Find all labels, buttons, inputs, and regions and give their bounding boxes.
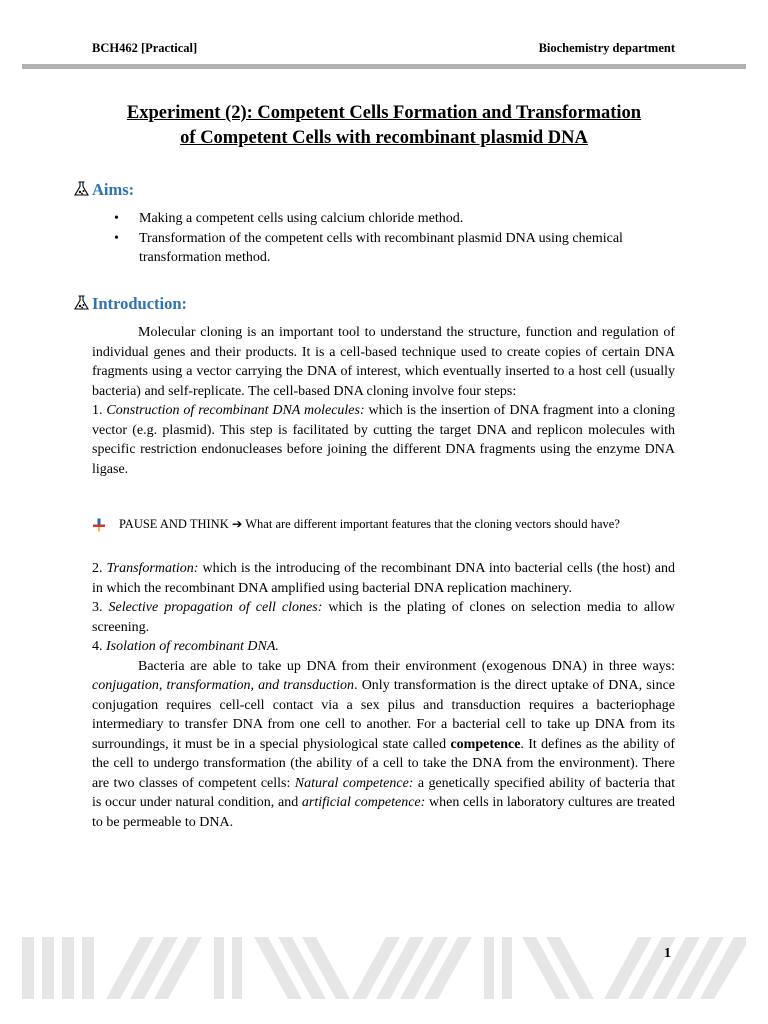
step-term: Construction of recombinant DNA molecules:: [106, 403, 365, 418]
step-number: 3.: [92, 600, 109, 615]
step-number: 1.: [92, 403, 107, 418]
step-4: [92, 637, 675, 657]
pause-label: PAUSE AND THINK: [119, 517, 229, 531]
text-run: conjugation, transformation, and transduction: [92, 678, 355, 693]
aims-heading: [73, 179, 134, 201]
text-run: . It defines as the ability of the cell to undergo transformation (the ability of a cell to take the DNA from the environment). There are two classes of competent cells:: [92, 736, 675, 791]
step-1: [92, 401, 675, 479]
document-title: [60, 101, 708, 151]
list-item: • Transformation of the competent cells with recombinant plasmid DNA using chemical transformation method.: [112, 229, 677, 268]
arrow-icon: ➔: [231, 516, 243, 531]
running-header: [92, 41, 675, 59]
page-number: 1: [664, 946, 671, 961]
flask-icon: [73, 181, 90, 197]
step-3: [92, 598, 675, 637]
list-item: • Making a competent cells using calcium chloride method.: [112, 209, 677, 229]
header-rule: [22, 64, 746, 69]
competence-paragraph: [92, 657, 675, 833]
step-number: 2.: [92, 561, 107, 576]
course-code: BCH462 [Practical]: [92, 41, 198, 55]
title-line-2: of Competent Cells with recombinant plasmid DNA: [180, 128, 588, 148]
step-text: which is the insertion of DNA fragment into a cloning vector (e.g. plasmid). This step is facilitated by cutting the target DNA and replicon molecules with specific restriction endonucleases before joining the different DNA fragments using the enzyme DNA ligase.: [92, 403, 675, 477]
step-text: which is the plating of clones on selection media to allow screening.: [92, 600, 675, 635]
pause-and-think: [92, 515, 675, 533]
text-run: . Only transformation is the direct uptake of DNA, since conjugation requires cell-cell contact via a sex pilus and transduction requires a bacteriophage intermediary to transfer DNA from one cell to another. For a bacterial cell to take up DNA from its surroundings, it must be in a special physiological state called: [92, 678, 675, 752]
introduction-heading: [73, 293, 187, 315]
introduction-heading-label: Introduction:: [92, 294, 188, 313]
text-run: Bacteria are able to take up DNA from their environment (exogenous DNA) in three ways:: [138, 658, 675, 674]
pause-question: What are different important features that the cloning vectors should have?: [242, 517, 620, 531]
text-run: Natural competence:: [294, 775, 414, 791]
step-term: Isolation of recombinant DNA.: [106, 639, 279, 654]
step-2: [92, 559, 675, 598]
footer-stripe-pattern: [22, 937, 746, 999]
intro-block-1: [92, 323, 675, 479]
department-name: Biochemistry department: [538, 41, 675, 55]
text-run: artificial competence:: [301, 795, 426, 810]
flask-icon: [73, 295, 90, 311]
aims-list: [112, 209, 677, 268]
aims-heading-label: Aims:: [92, 180, 135, 199]
text-run: competence: [450, 736, 521, 752]
step-number: 4.: [92, 639, 106, 654]
text-run: when cells in laboratory cultures are treated to be permeable to DNA.: [92, 795, 676, 830]
title-line-1: Experiment (2): Competent Cells Formation and Transformation: [126, 103, 642, 123]
text-run: a genetically specified ability of bacteria that is occur under natural condition, and: [92, 775, 676, 810]
step-term: Transformation:: [106, 561, 199, 576]
step-term: Selective propagation of cell clones:: [108, 600, 323, 615]
pushpin-icon: [92, 518, 106, 532]
intro-block-2: [92, 559, 675, 832]
step-text: which is the introducing of the recombinant DNA into bacterial cells (the host) and in which the recombinant DNA amplified using bacterial DNA replication machinery.: [92, 561, 675, 596]
intro-paragraph: Molecular cloning is an important tool to understand the structure, function and regulation of individual genes and their products. It is a cell-based technique used to create copies of certain DNA fragments using a vector carrying the DNA of interest, which eventually inserted to a host cell (usually bacteria) and self-replicate. The cell-based DNA cloning involve four steps:: [92, 325, 675, 399]
